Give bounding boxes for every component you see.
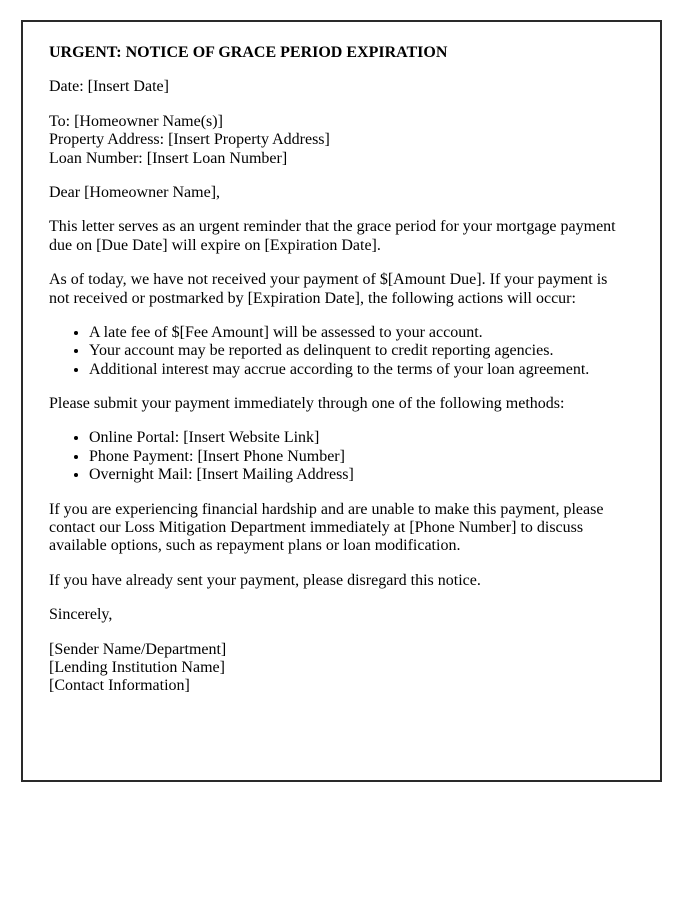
status-paragraph: As of today, we have not received your payment of $[Amount Due]. If your payment is not received or postmarked by [Expiration Date], the following actions will occur:	[49, 271, 608, 307]
letter-container	[21, 20, 662, 782]
signature-block	[49, 641, 624, 696]
list-item: • Your account may be reported as delinquent to credit reporting agencies.	[89, 342, 624, 360]
list-item: • Additional interest may accrue according to the terms of your loan agreement.	[89, 361, 624, 379]
disregard-paragraph: If you have already sent your payment, please disregard this notice.	[49, 571, 481, 589]
signature-contact-line: [Contact Information]	[49, 677, 190, 695]
list-item: • A late fee of $[Fee Amount] will be assessed to your account.	[89, 324, 624, 342]
recipient-loan-number-line: Loan Number: [Insert Loan Number]	[49, 149, 288, 167]
list-item: • Overnight Mail: [Insert Mailing Address]	[89, 466, 624, 484]
recipient-property-address-line: Property Address: [Insert Property Address]	[49, 131, 330, 149]
recipient-block	[49, 113, 624, 168]
list-item: • Online Portal: [Insert Website Link]	[89, 429, 624, 447]
consequences-list	[49, 324, 624, 379]
hardship-paragraph: If you are experiencing financial hardship and are unable to make this payment, please contact our Loss Mitigation Department immediately at [Phone Number] to discuss available options, such as repayment plans or loan modification.	[49, 500, 604, 555]
salutation: Dear [Homeowner Name],	[49, 183, 221, 201]
list-item: • Phone Payment: [Insert Phone Number]	[89, 448, 624, 466]
recipient-to-line: To: [Homeowner Name(s)]	[49, 112, 223, 130]
letter-title: URGENT: NOTICE OF GRACE PERIOD EXPIRATION	[49, 44, 448, 61]
signature-sender-line: [Sender Name/Department]	[49, 640, 227, 658]
date-line: Date: [Insert Date]	[49, 78, 169, 96]
closing: Sincerely,	[49, 606, 113, 624]
methods-intro-paragraph: Please submit your payment immediately through one of the following methods:	[49, 395, 565, 413]
payment-methods-list	[49, 429, 624, 484]
intro-paragraph: This letter serves as an urgent reminder that the grace period for your mortgage payment due on [Due Date] will expire on [Expiration Date].	[49, 218, 616, 254]
signature-institution-line: [Lending Institution Name]	[49, 658, 225, 676]
